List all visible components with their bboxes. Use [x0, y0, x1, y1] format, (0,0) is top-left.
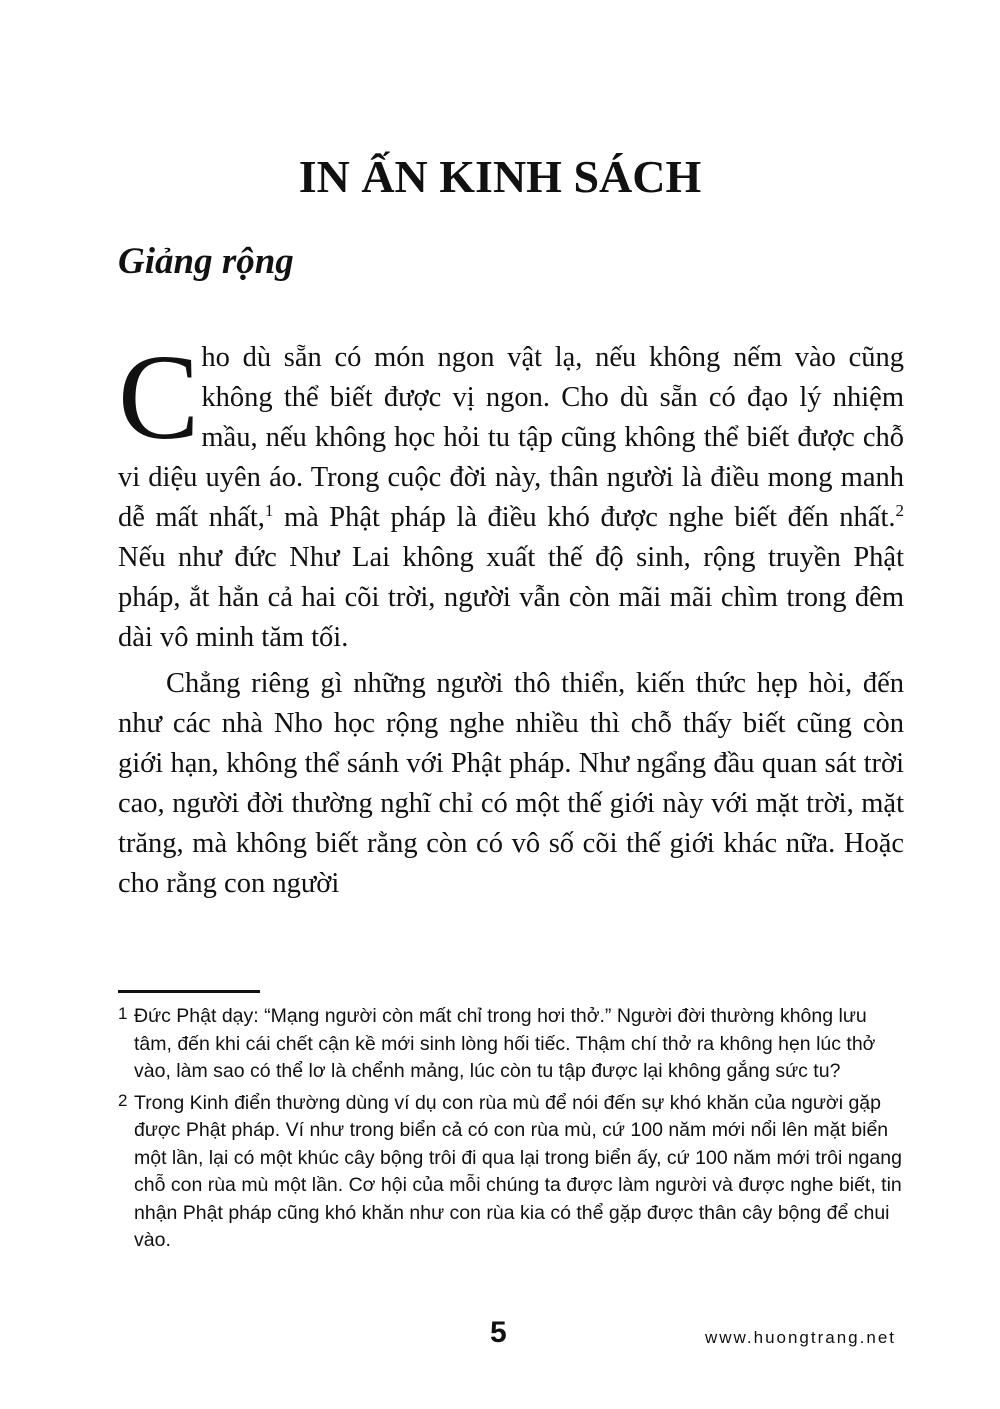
paragraph-1-part-2: mà Phật pháp là điều khó được nghe biết đến nhất. — [273, 502, 896, 533]
section-title: Giảng rộng — [118, 241, 294, 282]
footnote-ref-1: 1 — [264, 501, 274, 520]
page-number: 5 — [490, 1316, 507, 1349]
paragraph-1-part-3: Nếu như đức Như Lai không xuất thế độ sinh, rộng truyền Phật pháp, ắt hẳn cả hai cõi trời, người vẫn còn mãi mãi chìm trong đêm dài vô minh tăm tối. — [118, 542, 904, 653]
drop-cap: C — [118, 330, 200, 465]
footnote-ref-2: 2 — [895, 501, 904, 520]
footnote-text-1: Đức Phật dạy: “Mạng người còn mất chỉ trong hơi thở.” Người đời thường không lưu tâm, đến khi cái chết cận kề mới sinh lòng hối tiếc. Thậm chí thở ra không hẹn lúc thở vào, làm sao có thể lơ là chểnh mảng, lúc còn tu tập được lại không gắng sức tu? — [134, 1005, 876, 1082]
paragraph-1 — [118, 330, 904, 658]
paragraph-1-part-1: ho dù sẵn có món ngon vật lạ, nếu không nếm vào cũng không thể biết được vị ngon. Cho dù sẵn có đạo lý nhiệm mầu, nếu không học hỏi tu tập cũng không thể biết được chỗ vi diệu uyên áo. Trong cuộc đời này, thân người là điều mong manh dễ mất nhất, — [118, 342, 904, 533]
paragraph-2: Chẳng riêng gì những người thô thiển, kiến thức hẹp hòi, đến như các nhà Nho học rộng nghe nhiều thì chỗ thấy biết cũng còn giới hạn, không thể sánh với Phật pháp. Như ngẩng đầu quan sát trời cao, người đời thường nghĩ chỉ có một thế giới này với mặt trời, mặt trăng, mà không biết rằng còn có vô số cõi thế giới khác nữa. Hoặc cho rằng con người — [118, 668, 904, 899]
footnote-mark-1: 1 — [118, 1004, 128, 1023]
footnotes — [118, 1003, 908, 1259]
footnote-2 — [118, 1090, 908, 1255]
chapter-title: IN ẤN KINH SÁCH — [298, 151, 702, 202]
website-url: www.huongtrang.net — [705, 1328, 896, 1347]
footnote-divider — [118, 990, 260, 993]
footnote-1 — [118, 1003, 908, 1086]
main-text — [118, 330, 904, 904]
footnote-mark-2: 2 — [118, 1090, 128, 1110]
footnote-text-2: Trong Kinh điển thường dùng ví dụ con rùa mù để nói đến sự khó khăn của người gặp được Phật pháp. Ví như trong biển cả có con rùa mù, cứ 100 năm mới nổi lên mặt biển một lần, lại có một khúc cây bộng trôi đi qua lại trong biển ấy, cứ 100 năm mới trôi ngang chỗ con rùa mù một lần. Cơ hội của mỗi chúng ta được làm người và được nghe biết, tin nhận Phật pháp cũng khó khăn như con rùa kia có thể gặp được thân cây bộng để chui vào. — [134, 1091, 902, 1251]
